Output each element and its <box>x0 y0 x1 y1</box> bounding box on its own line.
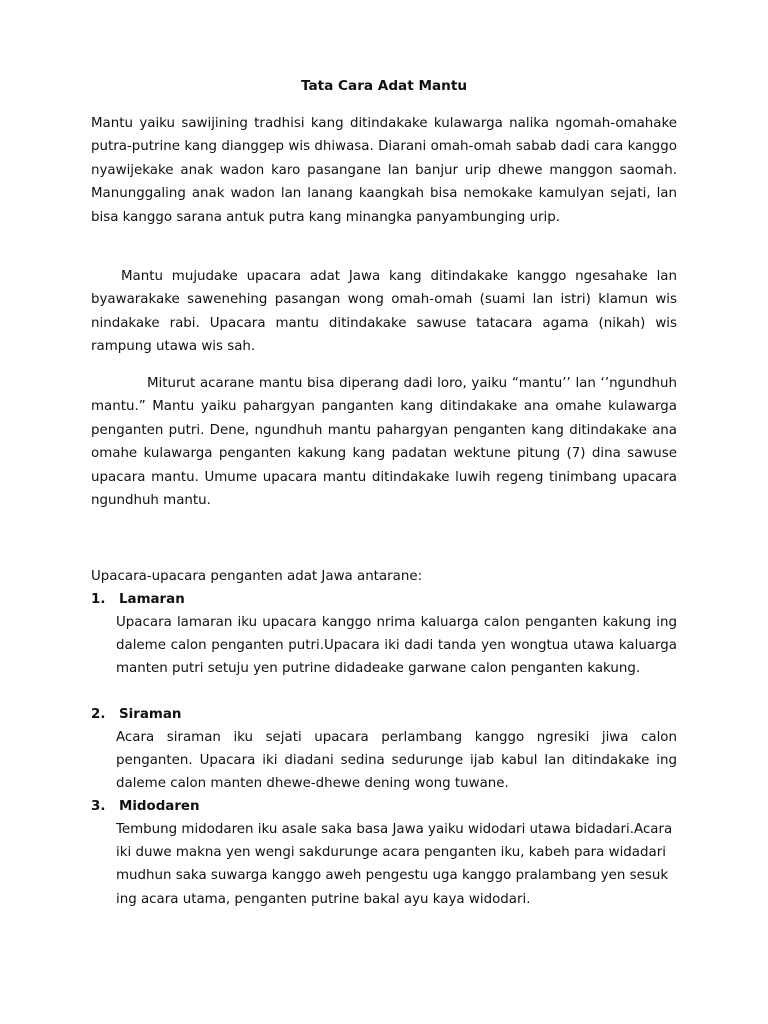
list-item-heading <box>91 588 677 611</box>
list-item-number: 1. <box>91 592 106 607</box>
list-item-midodaren <box>91 795 677 911</box>
list-item-heading <box>91 795 677 818</box>
list-item-heading <box>91 703 677 726</box>
list-item-title: Lamaran <box>119 592 185 607</box>
list-item-title: Siraman <box>119 707 182 722</box>
list-item-body: Upacara lamaran iku upacara kanggo nrima kaluarga calon penganten kakung ing daleme calon penganten putri.Upacara iki dadi tanda yen wongtua utawa kaluarga manten putri setuju yen putrine didadeake garwane calon penganten kakung. <box>116 615 677 677</box>
paragraph-1: Mantu yaiku sawijining tradhisi kang ditindakake kulawarga nalika ngomah-omahake putra-putrine kang dianggep wis dhiwasa. Diarani omah-omah sabab dadi cara kanggo nyawijekake anak wadon karo pasangane lan banjur urip dhewe manggon saomah. Manunggaling anak wadon lan lanang kaangkah bisa nemokake kamulyan sejati, lan bisa kanggo sarana antuk putra kang minangka panyambunging urip. <box>91 116 677 225</box>
document-title: Tata Cara Adat Mantu <box>300 78 468 94</box>
list-intro: Upacara-upacara penganten adat Jawa antarane: <box>91 569 423 584</box>
list-item-title: Midodaren <box>119 799 200 814</box>
paragraph-3: Miturut acarane mantu bisa diperang dadi loro, yaiku “mantu’’ lan ‘’ngundhuh mantu.” Mantu yaiku pahargyan panganten kang ditindakake ana omahe kulawarga penganten putri. Dene, ngundhuh mantu pahargyan penganten kang ditindakake ana omahe kulawarga penganten kakung kang padatan wektune pitung (7) dina sawuse upacara mantu. Umume upacara mantu ditindakake luwih regeng tinimbang upacara ngundhuh mantu. <box>91 376 677 509</box>
list-item-number: 3. <box>91 799 106 814</box>
list-item-body: Acara siraman iku sejati upacara perlambang kanggo ngresiki jiwa calon penganten. Upacara iki diadani sedina sedurunge ijab kabul lan ditindakake ing daleme calon manten dhewe-dhewe dening wong tuwane. <box>116 730 677 792</box>
list-item-lamaran <box>91 588 677 681</box>
paragraph-2: Mantu mujudake upacara adat Jawa kang ditindakake kanggo ngesahake lan byawarakake saweneһing pasangan wong omah-omah (suami lan istri) klamun wis nindakake rabi. Upacara mantu ditindakake sawuse tatacara agama (nikah) wis rampung utawa wis sah. <box>91 269 677 355</box>
list-item-siraman <box>91 703 677 796</box>
list-item-number: 2. <box>91 707 106 722</box>
list-item-body: Tembung midodaren iku asale saka basa Jawa yaiku widodari utawa bidadari.Acara iki duwe makna yen wengi sakdurunge acara penganten iku, kabeh para widadari mudhun saka suwarga kanggo aweh pengestu uga kanggo pralambang yen sesuk ing acara utama, penganten putrine bakal ayu kaya widodari. <box>116 822 673 907</box>
